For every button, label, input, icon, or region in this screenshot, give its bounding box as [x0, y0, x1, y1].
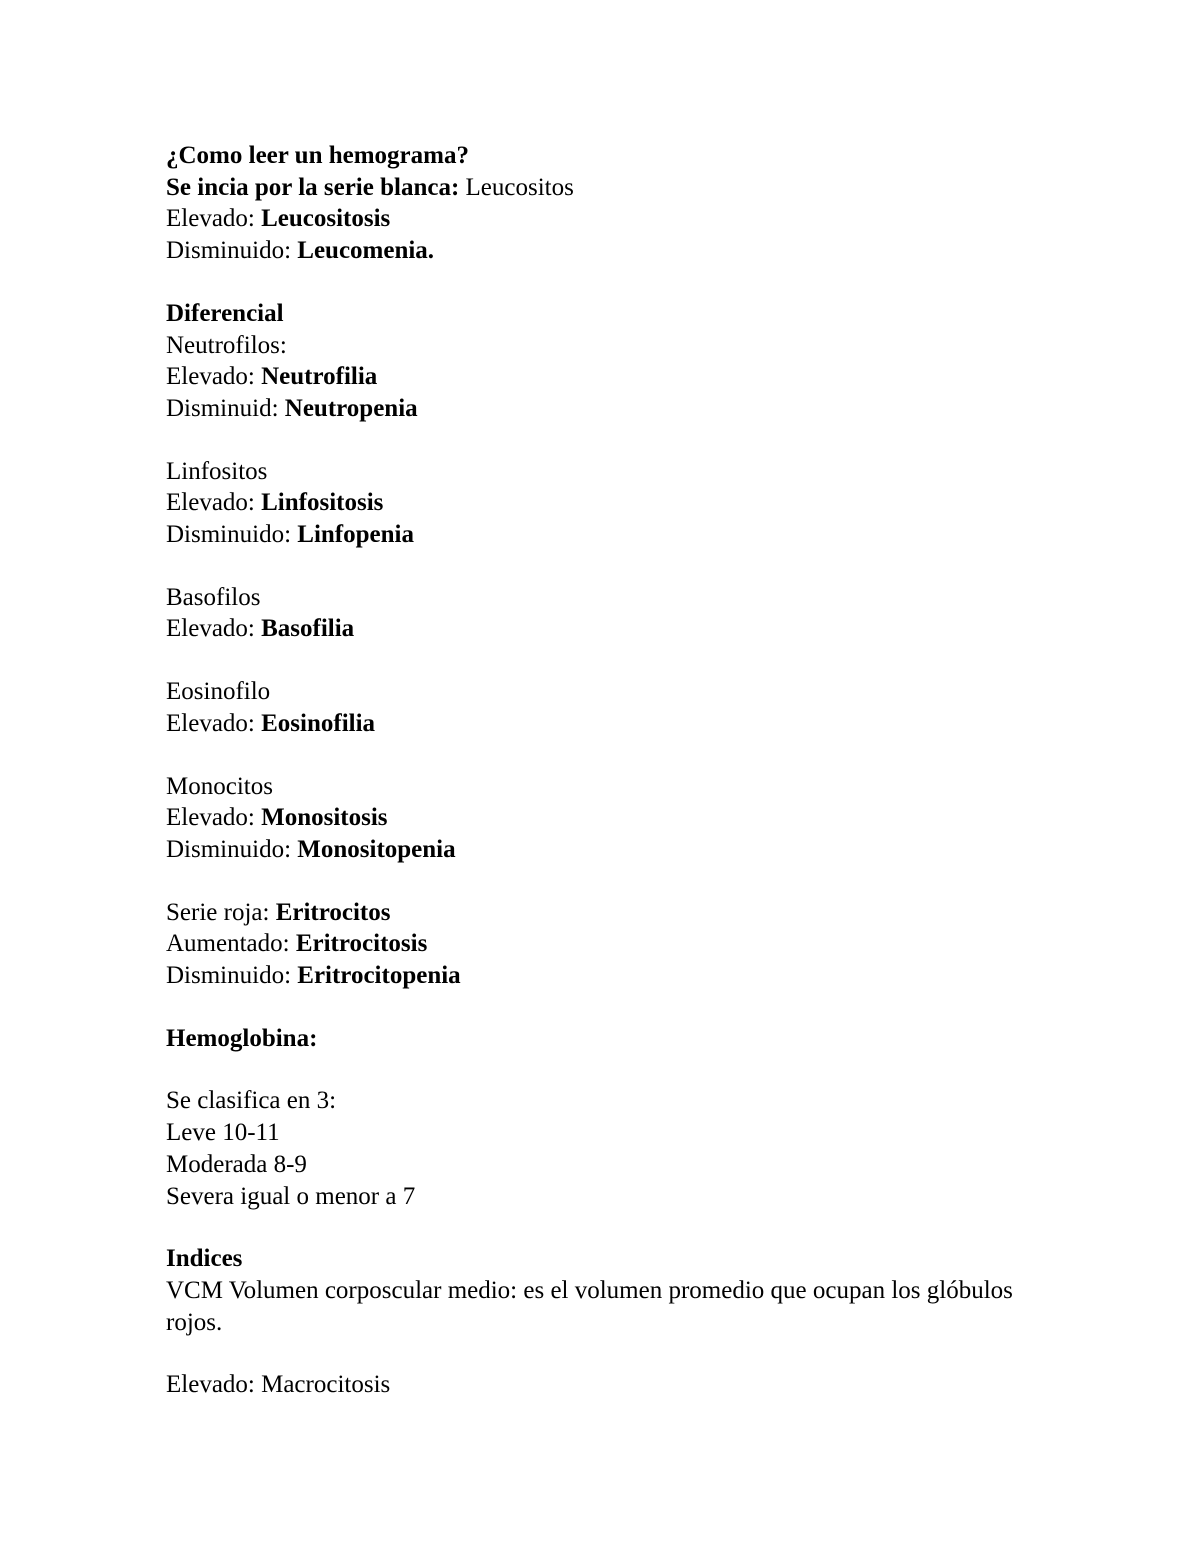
- baso-high-line: Elevado: Basofilia: [166, 615, 355, 643]
- roja-low-line: Disminuido: Eritrocitopenia: [166, 962, 461, 990]
- neutro-high-line: Elevado: Neutrofilia: [166, 363, 378, 391]
- mono-high-line: Elevado: Monositosis: [166, 804, 388, 832]
- intro-line: Se incia por la serie blanca: Leucositos: [166, 173, 574, 201]
- baso-name: Basofilos: [166, 583, 261, 611]
- spacer: [166, 992, 1026, 1023]
- hemoglobina-intro: Se clasifica en 3:: [166, 1087, 337, 1115]
- leuco-high-line: Elevado: Leucositosis: [166, 205, 391, 233]
- hemoglobina-item: Moderada 8-9: [166, 1150, 307, 1178]
- linfo-low-line: Disminuido: Linfopenia: [166, 521, 414, 549]
- document-title: ¿Como leer un hemograma?: [166, 142, 469, 169]
- diferencial-heading: Diferencial: [166, 299, 284, 327]
- spacer: [166, 551, 1026, 582]
- leuco-low-line: Disminuido: Leucomenia.: [166, 237, 435, 265]
- spacer: [166, 267, 1026, 298]
- spacer: [166, 1212, 1026, 1243]
- eosino-high-line: Elevado: Eosinofilia: [166, 709, 376, 737]
- mono-name: Monocitos: [166, 772, 273, 800]
- macrocitosis-line: Elevado: Macrocitosis: [166, 1371, 391, 1399]
- neutro-name: Neutrofilos:: [166, 331, 287, 359]
- hemoglobina-item: Leve 10-11: [166, 1119, 280, 1147]
- hemoglobina-item: Severa igual o menor a 7: [166, 1182, 416, 1210]
- linfo-name: Linfositos: [166, 457, 268, 485]
- spacer: [166, 1338, 1026, 1369]
- eosino-name: Eosinofilo: [166, 678, 271, 706]
- neutro-low-line: Disminuid: Neutropenia: [166, 394, 418, 422]
- hemoglobina-heading: Hemoglobina:: [166, 1024, 318, 1052]
- roja-title-line: Serie roja: Eritrocitos: [166, 898, 391, 926]
- spacer: [166, 425, 1026, 456]
- spacer: [166, 866, 1026, 897]
- vcm-paragraph: VCM Volumen corposcular medio: es el volumen promedio que ocupan los glóbulos rojos.: [166, 1276, 1013, 1336]
- document-body: [166, 140, 1026, 1401]
- roja-high-line: Aumentado: Eritrocitosis: [166, 930, 428, 958]
- mono-low-line: Disminuido: Monositopenia: [166, 835, 456, 863]
- spacer: [166, 645, 1026, 676]
- indices-heading: Indices: [166, 1245, 243, 1273]
- spacer: [166, 1054, 1026, 1085]
- spacer: [166, 740, 1026, 771]
- linfo-high-line: Elevado: Linfositosis: [166, 489, 384, 517]
